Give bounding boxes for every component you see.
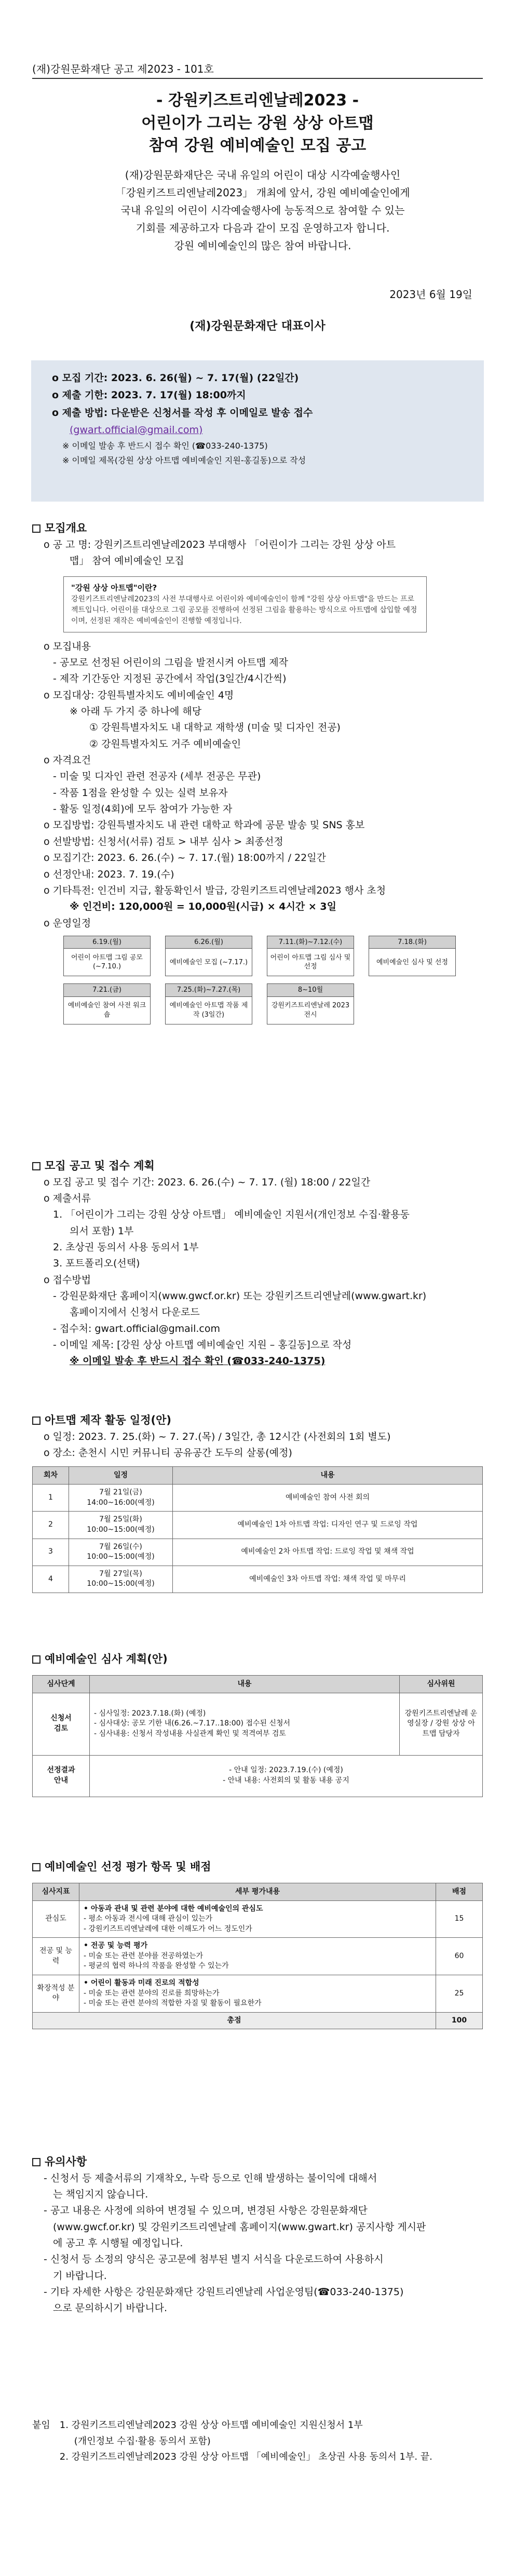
note-line: - 공고 내용은 사정에 의하여 변경될 수 있으며, 변경된 사항은 강원문화재단 xyxy=(44,2205,368,2217)
criteria-item: • 어린이 활동과 미래 진로의 적합성 xyxy=(84,1979,199,1988)
flow-step-text: 어린이 아트맵 그림 심사 및 선정 xyxy=(270,953,351,971)
attachment-item: 2. 강원키즈트리엔날레2023 강원 상상 아트맵 「예비예술인」 초상권 사용 동의서 1부. 끝. xyxy=(59,2451,432,2463)
notes-section xyxy=(32,2154,483,2317)
quote-title: "강원 상상 아트맵"이란? xyxy=(71,583,157,593)
summary-deadline: o 제출 기한: 2023. 7. 17(월) 18:00까지 xyxy=(52,389,246,401)
cell: 관심도 xyxy=(33,1900,79,1938)
col-header: 내용 xyxy=(173,1467,483,1485)
notice-number: (재)강원문화재단 공고 제2023 - 101호 xyxy=(32,63,214,75)
criteria-item: • 아동과 관내 및 관련 분야에 대한 예비예술인의 관심도 xyxy=(84,1904,263,1913)
flow-step-date: 7.18.(화) xyxy=(369,936,455,949)
flow-step-date: 7.25.(화)~7.27.(목) xyxy=(166,984,252,997)
table-row xyxy=(33,1539,483,1566)
application-section xyxy=(32,1158,483,1370)
cell: 15 xyxy=(436,1900,483,1938)
overview-line: o 모집기간: 2023. 6. 26.(수) ~ 7. 17.(월) 18:00까지 / 22일간 xyxy=(44,852,326,864)
title-line-2: 어린이가 그리는 강원 상상 아트맵 xyxy=(141,114,374,132)
cell: 예비예술인 참여 사전 회의 xyxy=(173,1485,483,1512)
flow-step xyxy=(63,936,151,977)
criteria-item: - 평균의 협력 하나의 작품을 완성할 수 있는가 xyxy=(84,1962,229,1971)
section-heading: 예비예술인 심사 계획(안) xyxy=(45,1653,168,1665)
cell: 100 xyxy=(436,2012,483,2029)
application-line: o 제출서류 xyxy=(44,1192,91,1204)
application-line: 1. 「어린이가 그리는 강원 상상 아트맵」 예비예술인 지원서(개인정보 수집·활용동 xyxy=(53,1209,410,1221)
cell xyxy=(79,1900,436,1938)
criteria-item: - 강원키즈트리엔날레에 대한 이해도가 어느 정도인가 xyxy=(84,1924,252,1933)
table-row xyxy=(33,1900,483,1938)
flow-step xyxy=(369,936,456,977)
flow-step-text: 예비예술인 심사 및 선정 xyxy=(376,958,448,966)
review-table xyxy=(32,1675,483,1797)
flow-step-text: 예비예술인 모집 (~7.17.) xyxy=(169,958,248,966)
intro-line: 「강원키즈트리엔날레2023」 개최에 앞서, 강원 예비예술인에게 xyxy=(115,186,410,199)
section-heading: 유의사항 xyxy=(45,2155,87,2168)
flow-step xyxy=(63,983,151,1024)
square-bullet-icon xyxy=(32,1162,40,1170)
summary-period: o 모집 기간: 2023. 6. 26(월) ~ 7. 17(월) (22일간) xyxy=(52,372,299,384)
cell: 2 xyxy=(33,1512,69,1539)
table-row xyxy=(33,2012,483,2029)
overview-line: - 제작 기간동안 지정된 공간에서 작업(3일간/4시간씩) xyxy=(53,673,287,685)
cell: 예비예술인 1차 아트맵 작업: 디자인 연구 및 드로잉 작업 xyxy=(173,1512,483,1539)
email-link[interactable]: (gwart.official@gmail.com) xyxy=(70,424,203,436)
review-section xyxy=(32,1651,483,1797)
cell: 확장적성 분야 xyxy=(33,1975,79,2013)
square-bullet-icon xyxy=(32,1417,40,1425)
overview-line: o 모집방법: 강원특별자치도 내 관련 대학교 학과에 공문 발송 및 SNS 홍보 xyxy=(44,819,365,831)
summary-method: o 제출 방법: 다운받은 신청서를 작성 후 이메일로 발송 접수 xyxy=(52,407,313,419)
overview-line: - 작품 1점을 완성할 수 있는 실력 보유자 xyxy=(53,787,228,799)
review-detail: - 심사내용: 신청서 작성내용 사실관계 확인 및 적격여부 검토 xyxy=(94,1729,286,1738)
note-line: 기 바랍니다. xyxy=(53,2270,107,2282)
application-line: 2. 초상권 동의서 사용 동의서 1부 xyxy=(53,1241,199,1253)
flow-step-text: 예비예술인 아트맵 작품 제작 (3일간) xyxy=(169,1002,248,1019)
note-line: 에 공고 후 시행될 예정입니다. xyxy=(53,2237,183,2249)
application-confirm-note: ※ 이메일 발송 후 반드시 접수 확인 (☎033-240-1375) xyxy=(70,1355,326,1367)
section-heading: 예비예술인 선정 평가 항목 및 배점 xyxy=(45,1860,211,1873)
note-line: 으로 문의하시기 바랍니다. xyxy=(53,2302,168,2314)
top-divider xyxy=(32,78,483,79)
table-row xyxy=(33,1938,483,1975)
flow-step xyxy=(165,983,252,1024)
criteria-section xyxy=(32,1859,483,2029)
col-header: 회차 xyxy=(33,1467,69,1485)
overview-project-cont: 맵」 참여 예비예술인 모집 xyxy=(70,555,184,567)
note-line: - 신청서 등 제출서류의 기재착오, 누락 등으로 인해 발생하는 불이익에 대해서 xyxy=(44,2172,377,2184)
review-detail: - 안내 일정: 2023.7.19.(수) (예정) xyxy=(229,1766,343,1775)
square-bullet-icon xyxy=(32,1655,40,1664)
cell: 7월 21일(금) 14:00~16:00(예정) xyxy=(69,1485,173,1512)
cell: 전공 및 능력 xyxy=(33,1938,79,1975)
notice-date: 2023년 6월 19일 xyxy=(389,288,472,301)
review-detail: - 안내 내용: 사전회의 및 활동 내용 공지 xyxy=(223,1776,349,1785)
cell: 1 xyxy=(33,1485,69,1512)
flow-step-text: 어린이 아트맵 그림 공모 (~7.10.) xyxy=(71,953,143,971)
application-line: o 접수방법 xyxy=(44,1274,91,1286)
flow-step-text: 강원키즈트리엔날레 2023 전시 xyxy=(271,1002,350,1019)
signer: (재)강원문화재단 대표이사 xyxy=(189,320,326,333)
cell: 총점 xyxy=(33,2012,436,2029)
cell: 3 xyxy=(33,1539,69,1566)
note-line: (www.gwcf.or.kr) 및 강원키즈트리엔날레 홈페이지(www.gwart.kr) 공지사항 게시판 xyxy=(53,2221,426,2233)
overview-line: o 모집대상: 강원특별자치도 예비예술인 4명 xyxy=(44,689,234,701)
attachments xyxy=(32,2418,494,2465)
criteria-item: • 전공 및 능력 평가 xyxy=(84,1941,148,1950)
application-line: - 접수처: gwart.official@gmail.com xyxy=(53,1323,220,1334)
application-line: - 강원문화재단 홈페이지(www.gwcf.or.kr) 또는 강원키즈트리엔날레(www.gwart.kr) xyxy=(53,1290,427,1302)
table-row xyxy=(33,1693,483,1755)
cell xyxy=(79,1938,436,1975)
overview-line: - 미술 및 디자인 관련 전공자 (세부 전공은 무관) xyxy=(53,771,261,783)
note-line: - 신청서 등 소정의 양식은 공고문에 첨부된 별지 서식을 다운로드하여 사용하시 xyxy=(44,2254,384,2265)
flow-step xyxy=(267,936,354,977)
title-line-1: - 강원키즈트리엔날레2023 - xyxy=(156,91,359,110)
col-header: 내용 xyxy=(90,1675,400,1693)
flow-step-date: 6.26.(월) xyxy=(166,936,252,949)
quote-body: 강원키즈트리엔날레2023의 사전 부대행사로 어린이와 예비예술인이 함께 "강원 상상 아트맵"을 만드는 프로젝트입니다. 어린이를 대상으로 그림 공모를 진행하여 선정된 그림을 활용하는 방식으로 아트맵에 삽입할 예정이며, 선정된 재작은 예비예술인이 진행할 예정입니다. xyxy=(71,595,417,625)
overview-line: - 활동 일정(4회)에 모두 참여가 가능한 자 xyxy=(53,803,233,815)
overview-line: ① 강원특별자치도 내 대학교 재학생 (미술 및 디자인 전공) xyxy=(89,722,341,734)
flow-step-text: 예비예술인 참여 사전 워크숍 xyxy=(67,1002,146,1019)
summary-note-2: ※ 이메일 제목(강원 상상 아트맵 예비예술인 지원-홍길동)으로 작성 xyxy=(62,455,306,465)
cell: 60 xyxy=(436,1938,483,1975)
flow-step-date: 7.11.(화)~7.12.(수) xyxy=(267,936,354,949)
overview-line: o 선정안내: 2023. 7. 19.(수) xyxy=(44,868,174,880)
production-line: o 일정: 2023. 7. 25.(화) ~ 7. 27.(목) / 3일간, 총 12시간 (사전회의 1회 별도) xyxy=(44,1431,391,1442)
intro-line: (재)강원문화재단은 국내 유일의 어린이 대상 시각예술행사인 xyxy=(125,169,401,181)
criteria-item: - 평소 아동과 전시에 대해 관심이 있는가 xyxy=(84,1914,213,1923)
criteria-item: - 미술 또는 관련 분야를 전공하였는가 xyxy=(84,1951,204,1960)
overview-section xyxy=(32,520,483,1032)
overview-line: o 모집내용 xyxy=(44,640,91,652)
note-line: - 기타 자세한 사항은 강원문화재단 강원트리엔날레 사업운영팀(☎033-240-1375) xyxy=(44,2286,404,2298)
col-header: 심사지표 xyxy=(33,1883,79,1900)
intro-line: 강원 예비예술인의 많은 참여 바랍니다. xyxy=(174,239,351,252)
cell: 선정결과 안내 xyxy=(33,1755,90,1797)
section-heading: 모집 공고 및 접수 계획 xyxy=(45,1159,155,1172)
intro-line: 국내 유일의 어린이 시각예술행사에 능동적으로 참여할 수 있는 xyxy=(120,204,405,217)
col-header: 일정 xyxy=(69,1467,173,1485)
review-detail: - 심사대상: 공모 기한 내(6.26.~7.17..18:00) 접수된 신청서 xyxy=(94,1719,291,1728)
table-row xyxy=(33,1975,483,2013)
section-heading: 아트맵 제작 활동 일정(안) xyxy=(45,1414,171,1426)
attachment-item: 1. 강원키즈트리엔날레2023 강원 상상 아트맵 예비예술인 지원신청서 1부 xyxy=(59,2420,363,2431)
application-line: - 이메일 제목: [강원 상상 아트맵 예비예술인 지원 – 홍길동]으로 작성 xyxy=(53,1339,352,1351)
flow-step xyxy=(165,936,252,977)
artmap-description-box xyxy=(63,576,427,632)
cell xyxy=(79,1975,436,2013)
overview-line: ② 강원특별자치도 거주 예비예술인 xyxy=(89,738,241,750)
overview-line: - 공모로 선정된 어린이의 그림을 발전시켜 아트맵 제작 xyxy=(53,657,288,669)
flow-step xyxy=(267,983,354,1024)
cell xyxy=(90,1693,400,1755)
cell: 강원키즈트리엔날레 운영실장 / 강원 상상 아트맵 담당자 xyxy=(400,1693,483,1755)
cell: 7월 25일(화) 10:00~15:00(예정) xyxy=(69,1512,173,1539)
schedule-flow xyxy=(63,936,458,1024)
application-line: 3. 포트폴리오(선택) xyxy=(53,1258,140,1270)
production-line: o 장소: 춘천시 시민 커뮤니티 공유공간 도두의 살롱(예정) xyxy=(44,1447,292,1459)
cell: 예비예술인 2차 아트맵 작업: 드로잉 작업 및 채색 작업 xyxy=(173,1539,483,1566)
attachments-label: 붙임 xyxy=(32,2420,50,2431)
cell: 7월 27일(목) 10:00~15:00(예정) xyxy=(69,1566,173,1593)
square-bullet-icon xyxy=(32,524,40,533)
section-heading: 모집개요 xyxy=(45,522,87,534)
cell: 신청서 검토 xyxy=(33,1693,90,1755)
overview-line: ※ 인건비: 120,000원 = 10,000원(시급) × 4시간 × 3일 xyxy=(70,901,336,913)
col-header: 심사위원 xyxy=(400,1675,483,1693)
square-bullet-icon xyxy=(32,2158,40,2166)
square-bullet-icon xyxy=(32,1863,40,1871)
overview-project: o 공 고 명: 강원키즈트리엔날레2023 부대행사 「어린이가 그리는 강원 상상 아트 xyxy=(44,538,396,550)
overview-line: o 선발방법: 신청서(서류) 검토 > 내부 심사 > 최종선정 xyxy=(44,835,283,847)
table-row xyxy=(33,1755,483,1797)
overview-line: ※ 아래 두 가지 중 하나에 해당 xyxy=(70,706,202,718)
application-line: 의서 포함) 1부 xyxy=(70,1225,134,1237)
criteria-item: - 미술 또는 관련 분야의 적합한 자질 및 활동이 필요한가 xyxy=(84,1999,262,2008)
page-title xyxy=(0,89,515,157)
cell: 25 xyxy=(436,1975,483,2013)
title-line-3: 참여 강원 예비예술인 모집 공고 xyxy=(148,137,367,155)
overview-line: o 자격요건 xyxy=(44,754,91,766)
overview-line: o 기타특전: 인건비 지급, 활동확인서 발급, 강원키즈트리엔날레2023 행사 초청 xyxy=(44,884,386,896)
overview-line: o 운영일정 xyxy=(44,917,91,929)
summary-note-1: ※ 이메일 발송 후 반드시 접수 확인 (☎033-240-1375) xyxy=(62,441,268,451)
col-header: 배점 xyxy=(436,1883,483,1900)
intro-paragraph xyxy=(67,166,458,254)
intro-line: 기회를 제공하고자 다음과 같이 모집 운영하고자 합니다. xyxy=(135,222,390,234)
col-header: 세부 평가내용 xyxy=(79,1883,436,1900)
production-table xyxy=(32,1466,483,1593)
review-detail: - 심사일정: 2023.7.18.(화) (예정) xyxy=(94,1709,206,1718)
flow-step-date: 6.19.(월) xyxy=(64,936,150,949)
col-header: 심사단계 xyxy=(33,1675,90,1693)
note-line: 는 책임지지 않습니다. xyxy=(53,2188,148,2200)
table-row xyxy=(33,1485,483,1512)
flow-step-date: 8~10월 xyxy=(267,984,354,997)
cell: 예비예술인 3차 아트맵 작업: 채색 작업 및 마무리 xyxy=(173,1566,483,1593)
criteria-table xyxy=(32,1883,483,2030)
flow-step-date: 7.21.(금) xyxy=(64,984,150,997)
table-row xyxy=(33,1566,483,1593)
application-line: o 모집 공고 및 접수 기간: 2023. 6. 26.(수) ~ 7. 17. (월) 18:00 / 22일간 xyxy=(44,1176,371,1188)
summary-box xyxy=(31,360,484,502)
application-line: 홈페이지에서 신청서 다운로드 xyxy=(70,1306,200,1318)
cell xyxy=(90,1755,483,1797)
criteria-item: - 미술 또는 관련 분야의 진로를 희망하는가 xyxy=(84,1989,220,1998)
table-row xyxy=(33,1512,483,1539)
attachment-item: (개인정보 수집·활용 동의서 포함) xyxy=(74,2435,211,2447)
production-section xyxy=(32,1412,483,1593)
cell: 4 xyxy=(33,1566,69,1593)
cell: 7월 26일(수) 10:00~15:00(예정) xyxy=(69,1539,173,1566)
